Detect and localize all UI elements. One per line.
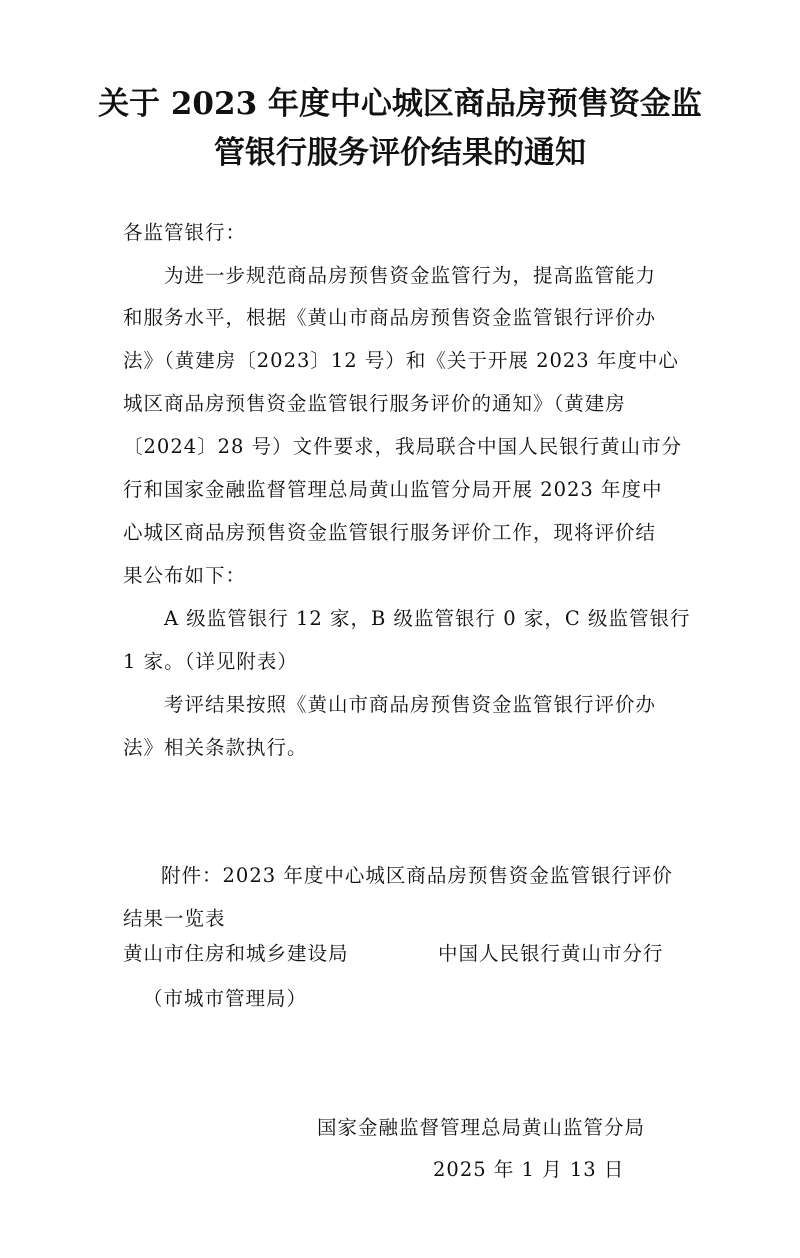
- paragraph-1-line: 〔2024〕28 号）文件要求，我局联合中国人民银行黄山市分: [123, 435, 683, 458]
- document-date: 2025 年 1 月 13 日: [433, 1158, 625, 1181]
- paragraph-1-line: 行和国家金融监督管理总局黄山监管分局开展 2023 年度中: [123, 478, 663, 501]
- signer-urban-management: （市城市管理局）: [143, 987, 308, 1010]
- attachment-line: 附件：2023 年度中心城区商品房预售资金监管银行评价: [161, 864, 673, 887]
- paragraph-2-line: 1 家。（详见附表）: [123, 650, 298, 673]
- signer-pboc-branch: 中国人民银行黄山市分行: [438, 942, 664, 965]
- paragraph-1-line: 为进一步规范商品房预售资金监管行为，提高监管能力: [164, 264, 657, 287]
- paragraph-3-line: 考评结果按照《黄山市商品房预售资金监管银行评价办: [164, 693, 657, 716]
- attachment-line: 结果一览表: [123, 907, 226, 930]
- salutation: 各监管银行：: [123, 221, 247, 244]
- paragraph-1-line: 和服务水平，根据《黄山市商品房预售资金监管银行评价办: [123, 306, 657, 329]
- paragraph-2-line: A 级监管银行 12 家，B 级监管银行 0 家，C 级监管银行: [164, 607, 691, 630]
- signer-financial-regulator: 国家金融监督管理总局黄山监管分局: [317, 1116, 646, 1139]
- paragraph-1-line: 法》（黄建房〔2023〕12 号）和《关于开展 2023 年度中心: [123, 349, 679, 372]
- signer-housing-bureau: 黄山市住房和城乡建设局: [123, 942, 349, 965]
- paragraph-1-line: 果公布如下：: [123, 564, 247, 587]
- document-title-line-2: 管银行服务评价结果的通知: [214, 135, 586, 171]
- paragraph-3-line: 法》相关条款执行。: [123, 736, 308, 759]
- paragraph-1-line: 心城区商品房预售资金监管银行服务评价工作，现将评价结: [123, 521, 657, 544]
- document-title-line-1: 关于 2023 年度中心城区商品房预售资金监: [98, 86, 702, 122]
- paragraph-1-line: 城区商品房预售资金监管银行服务评价的通知》（黄建房: [123, 392, 626, 415]
